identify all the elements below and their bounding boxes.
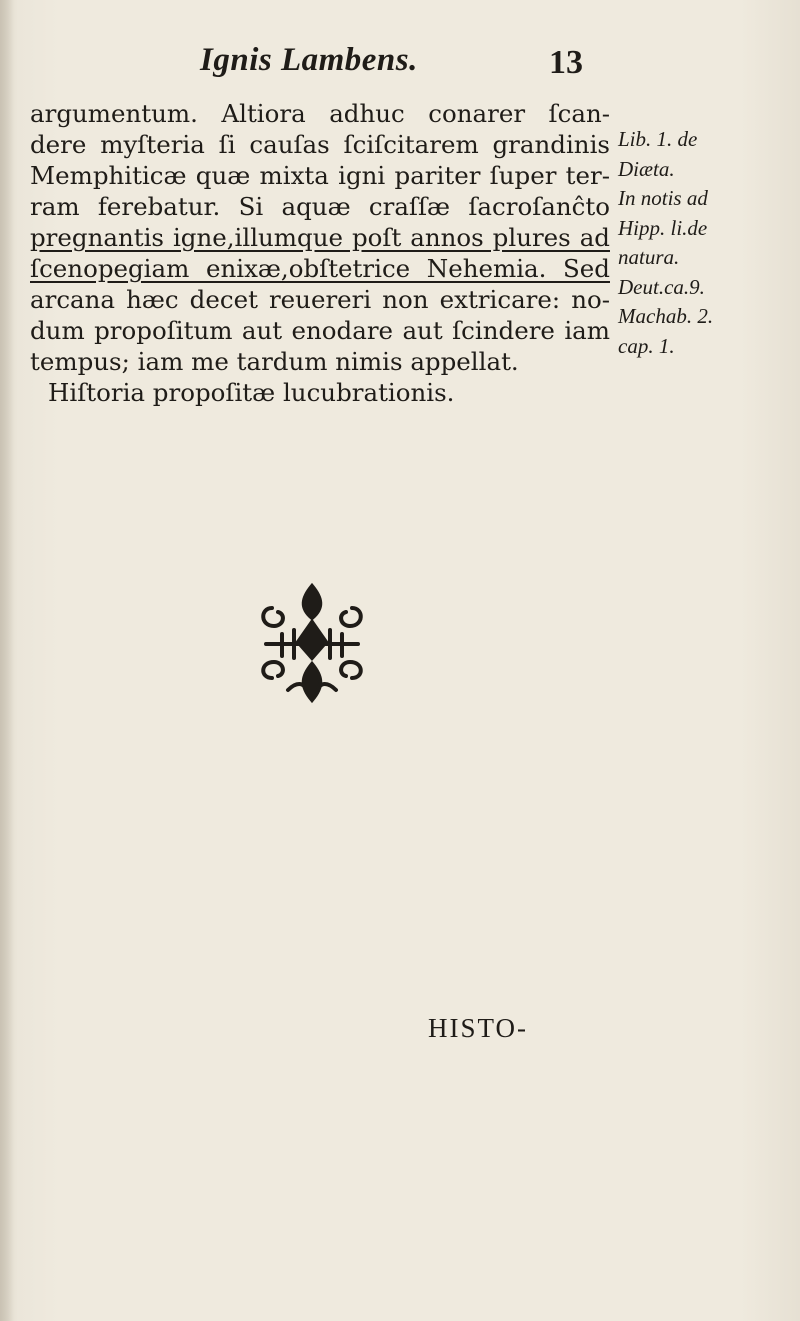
binding-gutter xyxy=(0,0,14,1321)
margin-notes xyxy=(618,125,778,361)
page-number: 13 xyxy=(549,44,583,81)
text-line: arcana hæc decet reuereri non extricare: no- xyxy=(30,285,610,314)
catchword: HISTO- xyxy=(428,1013,529,1043)
printers-ornament-icon xyxy=(252,578,372,708)
text-line: argumentum. Altiora adhuc conarer ſcan- xyxy=(30,99,610,128)
margin-note: In notis ad xyxy=(618,186,708,210)
margin-note: Diæta. xyxy=(618,156,675,181)
running-title: Ignis Lambens. xyxy=(200,42,418,78)
main-text-block xyxy=(30,98,610,408)
margin-note: Machab. 2. xyxy=(618,304,714,328)
text-line: tempus; iam me tardum nimis appellat. xyxy=(30,347,519,376)
text-line: ram ferebatur. Si aquæ craſſæ ſacroſanĉto xyxy=(30,192,610,221)
margin-note: natura. xyxy=(618,245,680,269)
text-line: Memphiticæ quæ mixta igni pariter ſuper ter- xyxy=(30,161,610,190)
text-line: dere myſteria ſi cauſas ſciſcitarem grandinis xyxy=(30,130,610,159)
text-line: pregnantis igne,illumque poſt annos plures ad xyxy=(30,223,610,252)
margin-note: Lib. 1. de xyxy=(618,127,698,151)
text-line: ſcenopegiam enixæ,obſtetrice Nehemia. Sed xyxy=(30,254,610,283)
margin-note: Hipp. li.de xyxy=(618,215,708,240)
section-heading: Hiſtoria propoſitæ lucubrationis. xyxy=(48,378,455,407)
margin-note: cap. 1. xyxy=(618,333,675,358)
margin-note: Deut.ca.9. xyxy=(618,274,705,299)
text-line: dum propoſitum aut enodare aut ſcindere iam xyxy=(30,316,610,345)
